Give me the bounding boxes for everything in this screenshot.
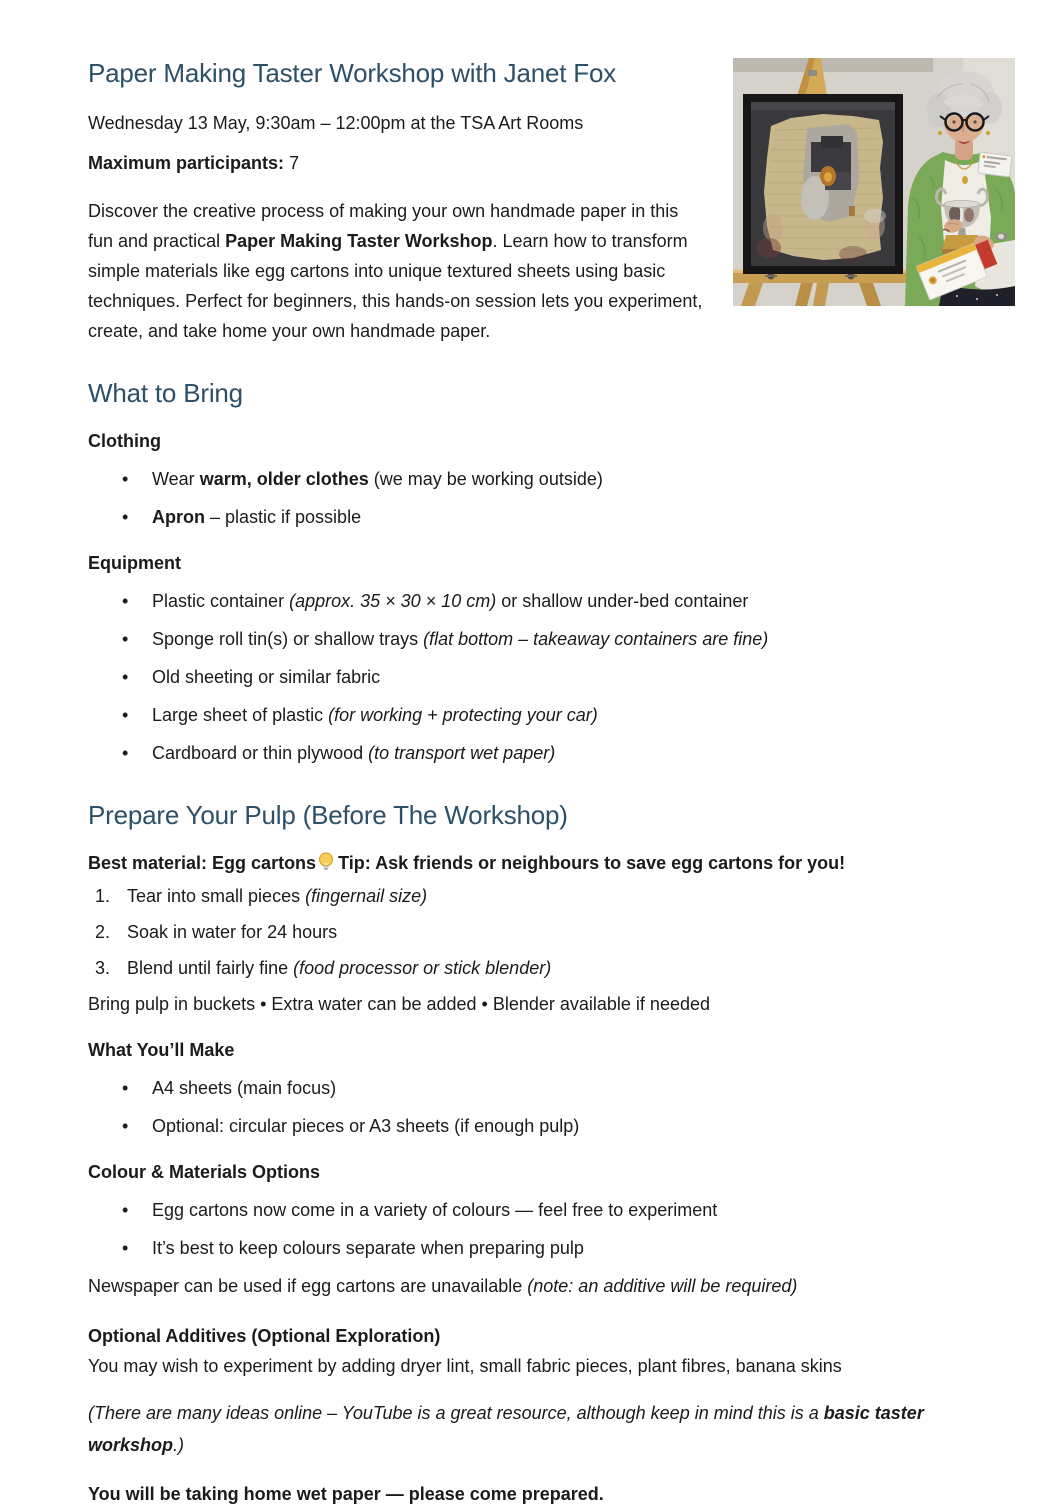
list-item xyxy=(88,586,1015,616)
intro-text: Discover the creative process of making your own handmade paper in this fun and practical xyxy=(88,201,679,251)
make-list xyxy=(88,1073,1015,1141)
list-item xyxy=(88,502,1015,532)
list-item xyxy=(88,1073,1015,1103)
item-text: Soak in water for 24 hours xyxy=(127,922,338,942)
ideas-note xyxy=(88,1397,988,1461)
item-text: Large sheet of plastic xyxy=(152,705,329,725)
step-number: 1. xyxy=(95,886,111,906)
intro-workshop-name: Paper Making Taster Workshop xyxy=(225,231,493,251)
bullet-icon: • xyxy=(122,667,129,687)
intro-text-continued: . Learn how to transform simple materials like egg cartons into unique textured sheets using basic techniques. Perfect for beginners, this hands-on session lets you experiment, create, and take home your own handmade paper. xyxy=(88,231,703,341)
tip-text: Tip: Ask friends or neighbours to save egg cartons for you! xyxy=(338,853,846,873)
section-heading-what-to-bring: What to Bring xyxy=(88,378,243,408)
bullet-icon: • xyxy=(122,1078,129,1098)
bullet-icon: • xyxy=(122,629,129,649)
item-text: Newspaper can be used if egg cartons are unavailable xyxy=(88,1276,528,1296)
bullet-icon: • xyxy=(122,469,129,489)
name-tag xyxy=(978,152,1012,177)
list-item xyxy=(88,738,1015,768)
list-item xyxy=(88,464,1015,494)
colour-list xyxy=(88,1195,1015,1263)
bullet-icon: • xyxy=(122,507,129,527)
pulp-steps xyxy=(88,881,1015,983)
list-item xyxy=(88,624,1015,654)
item-italic: (flat bottom – takeaway containers are fine) xyxy=(423,629,769,649)
bullet-icon: • xyxy=(122,591,129,611)
bullet-icon: • xyxy=(122,1238,129,1258)
photo-illustration xyxy=(733,58,1015,306)
what-youll-make-label: What You’ll Make xyxy=(88,1040,235,1060)
lightbulb-icon xyxy=(318,851,334,881)
item-text: – plastic if possible xyxy=(205,507,362,527)
item-bold: warm, older clothes xyxy=(199,469,369,489)
optional-additives-text: You may wish to experiment by adding dryer lint, small fabric pieces, plant fibres, banana skins xyxy=(88,1356,842,1376)
list-item xyxy=(88,1233,1015,1263)
item-text: Wear xyxy=(152,469,200,489)
item-italic: (note: an additive will be required) xyxy=(527,1276,798,1296)
max-participants-value: 7 xyxy=(289,153,300,173)
item-text: or shallow under-bed container xyxy=(496,591,749,611)
item-text: Tear into small pieces xyxy=(127,886,306,906)
item-italic: (approx. 35 × 30 × 10 cm) xyxy=(289,591,497,611)
item-text: (we may be working outside) xyxy=(368,469,603,489)
item-text: Cardboard or thin plywood xyxy=(152,743,369,763)
final-warning: You will be taking home wet paper — please come prepared. xyxy=(88,1484,604,1504)
item-text: Plastic container xyxy=(152,591,290,611)
item-text: It’s best to keep colours separate when preparing pulp xyxy=(152,1238,584,1258)
item-italic: (There are many ideas online – YouTube is a great resource, although keep in mind this is a xyxy=(88,1403,824,1423)
workshop-photo xyxy=(733,58,1015,306)
item-text: Blend until fairly fine xyxy=(127,958,294,978)
item-italic: (for working + protecting your car) xyxy=(328,705,598,725)
item-text: Egg cartons now come in a variety of colours — feel free to experiment xyxy=(152,1200,718,1220)
page-title: Paper Making Taster Workshop with Janet Fox xyxy=(88,58,617,88)
equipment-label: Equipment xyxy=(88,553,181,573)
list-item xyxy=(88,700,1015,730)
item-italic: .) xyxy=(173,1435,185,1455)
optional-additives-label: Optional Additives (Optional Exploration) xyxy=(88,1326,441,1346)
item-text: Optional: circular pieces or A3 sheets (if enough pulp) xyxy=(152,1116,580,1136)
item-italic: (food processor or stick blender) xyxy=(293,958,552,978)
list-item xyxy=(88,1195,1015,1225)
list-item xyxy=(88,881,1015,911)
item-bold: Apron xyxy=(152,507,205,527)
clothing-list xyxy=(88,464,1015,532)
step-number: 2. xyxy=(95,922,111,942)
list-item xyxy=(88,953,1015,983)
bullet-icon: • xyxy=(122,743,129,763)
item-italic: (fingernail size) xyxy=(305,886,428,906)
best-material-line xyxy=(88,848,1015,881)
bring-pulp-line: Bring pulp in buckets • Extra water can be added • Blender available if needed xyxy=(88,994,710,1014)
item-text: Sponge roll tin(s) or shallow trays xyxy=(152,629,424,649)
step-number: 3. xyxy=(95,958,111,978)
clothing-label: Clothing xyxy=(88,431,161,451)
max-participants-label: Maximum participants: xyxy=(88,153,285,173)
list-item xyxy=(88,662,1015,692)
bullet-icon: • xyxy=(122,1200,129,1220)
framed-artwork xyxy=(743,94,903,274)
best-material-text: Best material: Egg cartons xyxy=(88,853,317,873)
equipment-list xyxy=(88,586,1015,768)
item-bold-italic: basic taster workshop xyxy=(88,1403,924,1455)
list-item xyxy=(88,1111,1015,1141)
bullet-icon: • xyxy=(122,705,129,725)
event-dateline: Wednesday 13 May, 9:30am – 12:00pm at the TSA Art Rooms xyxy=(88,113,584,133)
section-heading-prepare-pulp: Prepare Your Pulp (Before The Workshop) xyxy=(88,800,568,830)
colour-options-label: Colour & Materials Options xyxy=(88,1162,321,1182)
list-item xyxy=(88,917,1015,947)
item-text: Old sheeting or similar fabric xyxy=(152,667,381,687)
item-italic: (to transport wet paper) xyxy=(368,743,556,763)
newspaper-note xyxy=(88,1271,1015,1301)
bullet-icon: • xyxy=(122,1116,129,1136)
item-text: A4 sheets (main focus) xyxy=(152,1078,337,1098)
